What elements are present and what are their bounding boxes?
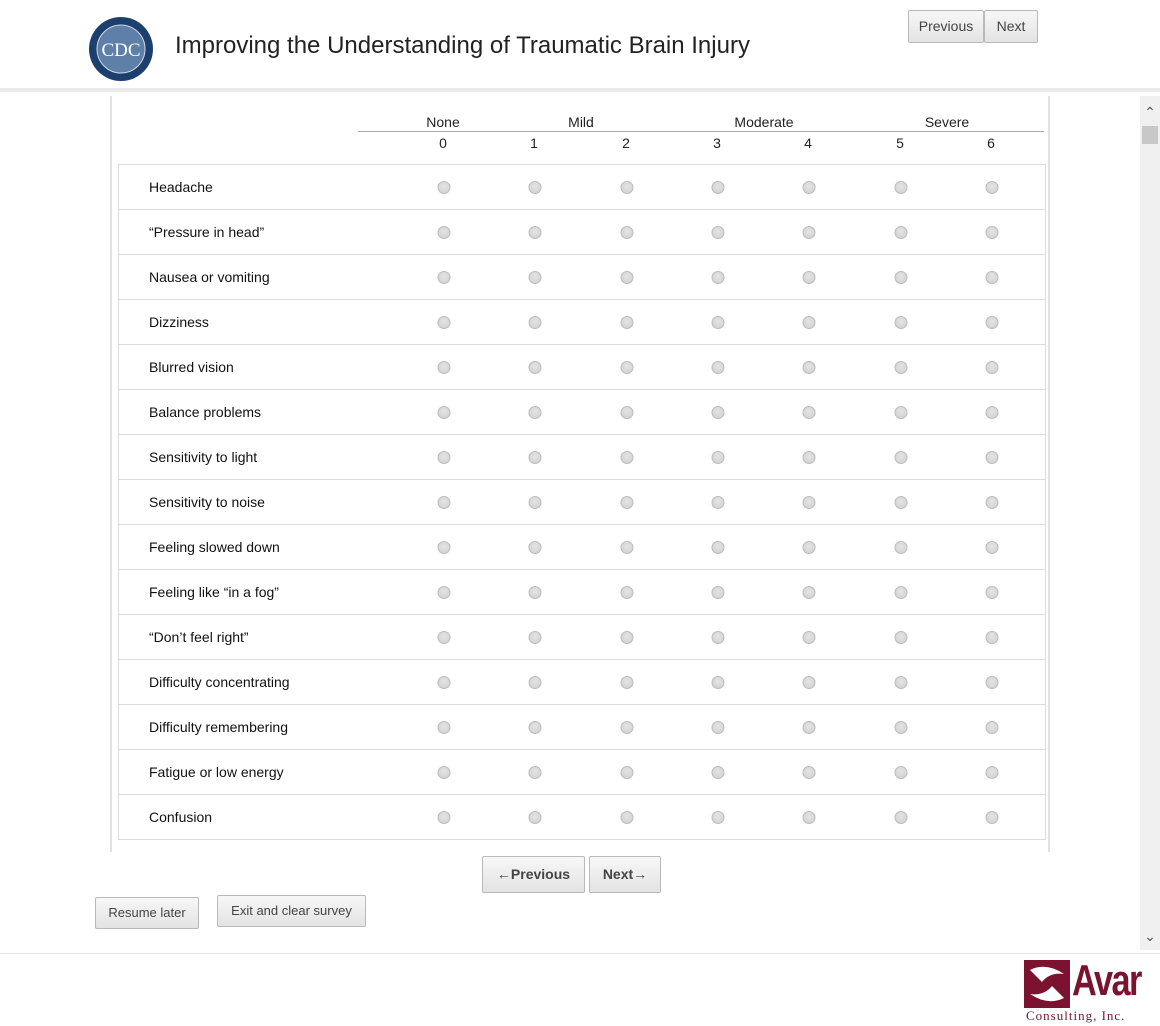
severity-radio-3[interactable] <box>712 496 725 509</box>
scale-number: 4 <box>804 135 812 151</box>
severity-radio-5[interactable] <box>895 496 908 509</box>
severity-radio-1[interactable] <box>529 766 542 779</box>
symptom-label: Feeling like “in a fog” <box>149 584 279 600</box>
scale-group-mild: Mild <box>568 114 594 130</box>
severity-radio-5[interactable] <box>895 586 908 599</box>
symptom-row <box>118 165 1046 210</box>
scrollbar[interactable] <box>1140 96 1160 950</box>
severity-radio-1[interactable] <box>529 406 542 419</box>
symptom-label: “Don’t feel right” <box>149 629 249 645</box>
severity-radio-1[interactable] <box>529 586 542 599</box>
symptom-label: Confusion <box>149 809 213 825</box>
avar-wordmark: Avar <box>1072 956 1141 1005</box>
severity-radio-3[interactable] <box>712 541 725 554</box>
avar-mark-icon <box>1024 960 1070 1008</box>
symptom-label: Headache <box>149 179 213 195</box>
scale-group-severe: Severe <box>924 114 970 130</box>
severity-radio-4[interactable] <box>803 406 816 419</box>
severity-radio-6[interactable] <box>986 631 999 644</box>
severity-radio-4[interactable] <box>803 496 816 509</box>
severity-radio-5[interactable] <box>895 631 908 644</box>
survey-content <box>110 96 1050 852</box>
severity-radio-6[interactable] <box>986 721 999 734</box>
severity-radio-0[interactable] <box>438 406 451 419</box>
severity-radio-4[interactable] <box>803 766 816 779</box>
symptom-label: Nausea or vomiting <box>149 269 270 285</box>
severity-radio-1[interactable] <box>529 316 542 329</box>
scale-number: 0 <box>439 135 447 151</box>
symptom-row <box>118 750 1046 795</box>
severity-radio-0[interactable] <box>438 496 451 509</box>
severity-radio-2[interactable] <box>621 541 634 554</box>
severity-radio-2[interactable] <box>621 316 634 329</box>
severity-radio-5[interactable] <box>895 451 908 464</box>
severity-radio-1[interactable] <box>529 496 542 509</box>
severity-radio-2[interactable] <box>621 811 634 824</box>
severity-radio-0[interactable] <box>438 226 451 239</box>
cdc-logo-text: CDC <box>101 40 141 61</box>
severity-radio-5[interactable] <box>895 226 908 239</box>
severity-radio-0[interactable] <box>438 451 451 464</box>
severity-radio-4[interactable] <box>803 631 816 644</box>
avar-subtitle: Consulting, Inc. <box>1026 1008 1126 1023</box>
severity-radio-5[interactable] <box>895 406 908 419</box>
severity-radio-6[interactable] <box>986 271 999 284</box>
severity-radio-1[interactable] <box>529 541 542 554</box>
severity-radio-6[interactable] <box>986 406 999 419</box>
scale-number: 6 <box>987 135 995 151</box>
severity-radio-4[interactable] <box>803 811 816 824</box>
symptom-row <box>118 570 1046 615</box>
severity-radio-6[interactable] <box>986 181 999 194</box>
severity-radio-6[interactable] <box>986 811 999 824</box>
severity-radio-0[interactable] <box>438 541 451 554</box>
scale-group-header <box>358 114 1044 132</box>
severity-radio-3[interactable] <box>712 586 725 599</box>
scale-number: 3 <box>713 135 721 151</box>
severity-radio-1[interactable] <box>529 226 542 239</box>
scale-group-moderate: Moderate <box>734 114 794 130</box>
scroll-up-icon[interactable]: ⌃ <box>1144 104 1156 120</box>
symptom-label: Balance problems <box>149 404 262 420</box>
symptom-label: Difficulty concentrating <box>149 674 290 690</box>
severity-radio-4[interactable] <box>803 721 816 734</box>
symptom-label: Fatigue or low energy <box>149 764 284 780</box>
severity-radio-4[interactable] <box>803 361 816 374</box>
symptom-row <box>118 660 1046 705</box>
severity-radio-3[interactable] <box>712 361 725 374</box>
severity-radio-0[interactable] <box>438 316 451 329</box>
severity-radio-6[interactable] <box>986 586 999 599</box>
severity-radio-2[interactable] <box>621 181 634 194</box>
scale-number: 1 <box>530 135 538 151</box>
symptom-grid <box>118 164 1046 840</box>
severity-radio-0[interactable] <box>438 631 451 644</box>
severity-radio-4[interactable] <box>803 586 816 599</box>
severity-radio-0[interactable] <box>438 721 451 734</box>
severity-radio-3[interactable] <box>712 721 725 734</box>
severity-radio-6[interactable] <box>986 451 999 464</box>
scroll-down-icon[interactable]: ⌄ <box>1144 928 1156 944</box>
severity-radio-2[interactable] <box>621 766 634 779</box>
symptom-label: Sensitivity to light <box>149 449 258 465</box>
severity-radio-0[interactable] <box>438 766 451 779</box>
symptom-row <box>118 435 1046 480</box>
severity-radio-6[interactable] <box>986 766 999 779</box>
severity-radio-3[interactable] <box>712 676 725 689</box>
severity-radio-4[interactable] <box>803 316 816 329</box>
severity-radio-6[interactable] <box>986 676 999 689</box>
severity-radio-5[interactable] <box>895 541 908 554</box>
scale-number: 2 <box>622 135 630 151</box>
severity-radio-2[interactable] <box>621 496 634 509</box>
symptom-row <box>118 390 1046 435</box>
severity-radio-4[interactable] <box>803 181 816 194</box>
cdc-logo <box>88 16 154 82</box>
severity-radio-1[interactable] <box>529 451 542 464</box>
severity-radio-1[interactable] <box>529 676 542 689</box>
next-button[interactable]: Next→ <box>589 856 661 893</box>
symptom-row <box>118 345 1046 390</box>
severity-radio-6[interactable] <box>986 316 999 329</box>
page-title: Improving the Understanding of Traumatic Brain Injury <box>175 32 750 59</box>
symptom-label: Sensitivity to noise <box>149 494 265 510</box>
symptom-label: Feeling slowed down <box>149 539 280 555</box>
severity-radio-2[interactable] <box>621 451 634 464</box>
previous-button[interactable]: ←Previous <box>482 856 585 893</box>
severity-radio-5[interactable] <box>895 361 908 374</box>
severity-radio-3[interactable] <box>712 451 725 464</box>
symptom-row <box>118 795 1046 840</box>
symptom-row <box>118 705 1046 750</box>
severity-radio-4[interactable] <box>803 676 816 689</box>
severity-radio-3[interactable] <box>712 181 725 194</box>
severity-radio-6[interactable] <box>986 541 999 554</box>
symptom-label: “Pressure in head” <box>149 224 265 240</box>
symptom-label: Blurred vision <box>149 359 234 375</box>
severity-radio-5[interactable] <box>895 676 908 689</box>
severity-radio-1[interactable] <box>529 721 542 734</box>
severity-radio-0[interactable] <box>438 181 451 194</box>
severity-radio-2[interactable] <box>621 361 634 374</box>
symptom-row <box>118 525 1046 570</box>
scale-group-none: None <box>426 114 460 130</box>
symptom-label: Dizziness <box>149 314 209 330</box>
severity-radio-3[interactable] <box>712 316 725 329</box>
avar-logo <box>1024 956 1144 1023</box>
severity-radio-4[interactable] <box>803 541 816 554</box>
symptom-row <box>118 300 1046 345</box>
symptom-row <box>118 210 1046 255</box>
scale-number: 5 <box>896 135 904 151</box>
severity-radio-3[interactable] <box>712 226 725 239</box>
severity-radio-5[interactable] <box>895 766 908 779</box>
severity-radio-3[interactable] <box>712 271 725 284</box>
severity-radio-6[interactable] <box>986 226 999 239</box>
severity-radio-5[interactable] <box>895 811 908 824</box>
severity-radio-1[interactable] <box>529 811 542 824</box>
severity-radio-4[interactable] <box>803 226 816 239</box>
severity-radio-6[interactable] <box>986 361 999 374</box>
severity-radio-2[interactable] <box>621 271 634 284</box>
severity-radio-1[interactable] <box>529 181 542 194</box>
header <box>0 0 1160 92</box>
severity-radio-3[interactable] <box>712 406 725 419</box>
severity-radio-1[interactable] <box>529 361 542 374</box>
scrollbar-thumb[interactable] <box>1142 126 1158 144</box>
symptom-row <box>118 615 1046 660</box>
severity-radio-2[interactable] <box>621 406 634 419</box>
severity-radio-3[interactable] <box>712 811 725 824</box>
severity-radio-3[interactable] <box>712 766 725 779</box>
severity-radio-2[interactable] <box>621 676 634 689</box>
severity-radio-0[interactable] <box>438 361 451 374</box>
severity-radio-5[interactable] <box>895 181 908 194</box>
exit-and-clear-button[interactable]: Exit and clear survey <box>217 895 366 927</box>
resume-later-button[interactable]: Resume later <box>95 897 199 929</box>
severity-radio-0[interactable] <box>438 586 451 599</box>
symptom-label: Difficulty remembering <box>149 719 289 735</box>
top-next-button[interactable]: Next <box>984 10 1038 43</box>
symptom-row <box>118 255 1046 300</box>
severity-radio-1[interactable] <box>529 271 542 284</box>
severity-radio-0[interactable] <box>438 271 451 284</box>
severity-radio-0[interactable] <box>438 811 451 824</box>
severity-radio-2[interactable] <box>621 631 634 644</box>
severity-radio-0[interactable] <box>438 676 451 689</box>
footer-divider <box>0 953 1160 954</box>
severity-radio-2[interactable] <box>621 226 634 239</box>
symptom-row <box>118 480 1046 525</box>
severity-radio-5[interactable] <box>895 721 908 734</box>
severity-radio-5[interactable] <box>895 316 908 329</box>
severity-radio-1[interactable] <box>529 631 542 644</box>
severity-radio-2[interactable] <box>621 586 634 599</box>
severity-radio-6[interactable] <box>986 496 999 509</box>
severity-radio-5[interactable] <box>895 271 908 284</box>
severity-radio-4[interactable] <box>803 271 816 284</box>
top-previous-button[interactable]: Previous <box>908 10 984 43</box>
severity-radio-2[interactable] <box>621 721 634 734</box>
severity-radio-4[interactable] <box>803 451 816 464</box>
severity-radio-3[interactable] <box>712 631 725 644</box>
